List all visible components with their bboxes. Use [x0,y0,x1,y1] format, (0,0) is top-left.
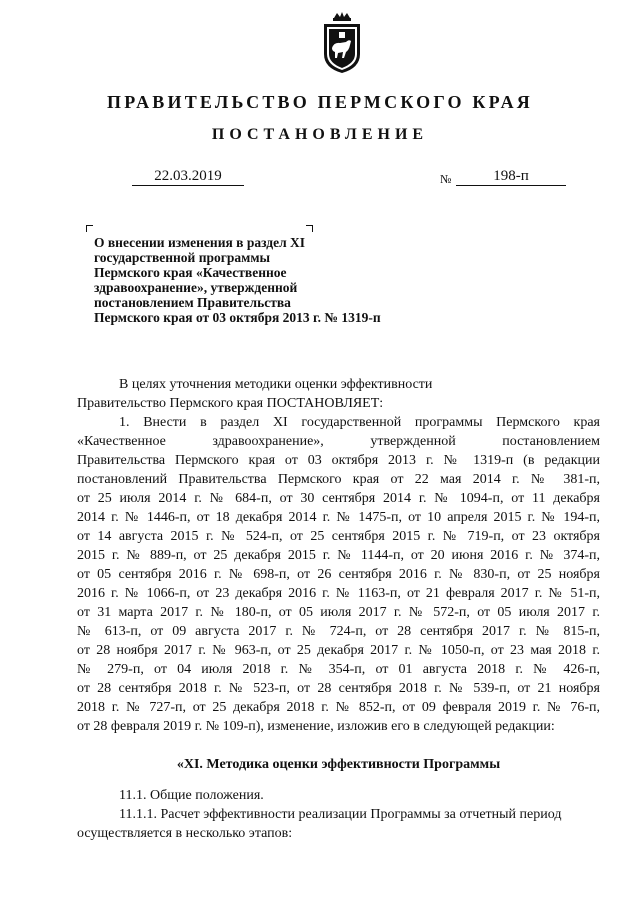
paragraph-line: 2016 г. № 1066-п, от 23 декабря 2016 г. № 1163-п, от 21 февраля 2017 г. № 51-п, [77,586,600,601]
paragraph-1 [77,413,600,736]
document-type-title: ПОСТАНОВЛЕНИЕ [211,126,429,143]
subject-line: Пермского края от 03 октября 2013 г. № 1319-п [94,310,381,325]
subject-line: Пермского края «Качественное [94,265,287,280]
decree-subject [94,235,444,325]
paragraph-line: постановлений Правительства Пермского края от 22 мая 2014 г. № 381-п, [77,472,600,487]
paragraph-line: от 28 сентября 2018 г. № 523-п, от 28 сентября 2018 г. № 539-п, от 21 ноября [77,681,600,696]
paragraph-line: 1. Внести в раздел XI государственной программы Пермского края [119,415,600,430]
intro-line: Правительство Пермского края ПОСТАНОВЛЯЕТ: [77,396,384,411]
subject-line: О внесении изменения в раздел XI [94,235,306,250]
intro-line: В целях уточнения методики оценки эффективности [119,377,433,392]
document-number: 198-п [456,168,566,186]
paragraph-line: от 25 июля 2014 г. № 684-п, от 30 сентября 2014 г. № 1094-п, от 11 декабря [77,491,600,506]
paragraph-line: от 28 февраля 2019 г. № 109-п), изменение, изложив его в следующей редакции: [77,719,555,734]
paragraph-line: № 279-п, от 04 июля 2018 г. № 354-п, от 01 августа 2018 г. № 426-п, [77,662,600,677]
paragraph-line: от 31 марта 2017 г. № 180-п, от 05 июля 2017 г. № 572-п, от 05 июля 2017 г. [77,605,600,620]
section-title: «XI. Методика оценки эффективности Программы [176,757,501,772]
paragraph-line: 2015 г. № 889-п, от 25 декабря 2015 г. № 1144-п, от 20 июня 2016 г. № 374-п, [77,548,600,563]
subject-line: здравоохранение», утвержденной [94,280,298,295]
subject-corner-left [86,225,93,232]
paragraph-line: Правительства Пермского края от 03 октября 2013 г. № 1319-п (в редакции [77,453,600,468]
document-date: 22.03.2019 [132,168,244,186]
clause-11-1-1-line: осуществляется в несколько этапов: [77,826,293,841]
number-label: № [440,172,452,186]
clause-11-1: 11.1. Общие положения. [119,788,264,803]
subject-corner-right [306,225,313,232]
subject-line: постановлением Правительства [94,295,291,310]
paragraph-line: от 28 ноября 2017 г. № 963-п, от 25 декабря 2017 г. № 1050-п, от 23 мая 2018 г. [77,643,600,658]
paragraph-line: от 05 сентября 2016 г. № 698-п, от 26 сентября 2016 г. № 830-п, от 25 ноября [77,567,600,582]
subject-line: государственной программы [94,250,271,265]
paragraph-line: от 14 августа 2015 г. № 524-п, от 25 сентября 2015 г. № 719-п, от 23 октября [77,529,600,544]
government-title: ПРАВИТЕЛЬСТВО ПЕРМСКОГО КРАЯ [107,92,533,112]
paragraph-line: «Качественное здравоохранение», утвержденной постановлением [77,434,600,449]
paragraph-line: № 613-п, от 09 августа 2017 г. № 724-п, от 28 сентября 2017 г. № 815-п, [77,624,600,639]
clause-11-1-1-line: 11.1.1. Расчет эффективности реализации Программы за отчетный период [119,807,562,822]
paragraph-line: 2014 г. № 1446-п, от 18 декабря 2014 г. № 1475-п, от 10 апреля 2015 г. № 194-п, [77,510,600,525]
coat-of-arms-emblem [322,12,362,74]
paragraph-line: 2018 г. № 727-п, от 25 декабря 2018 г. № 852-п, от 09 февраля 2019 г. № 76-п, [77,700,600,715]
document-body [77,375,600,843]
